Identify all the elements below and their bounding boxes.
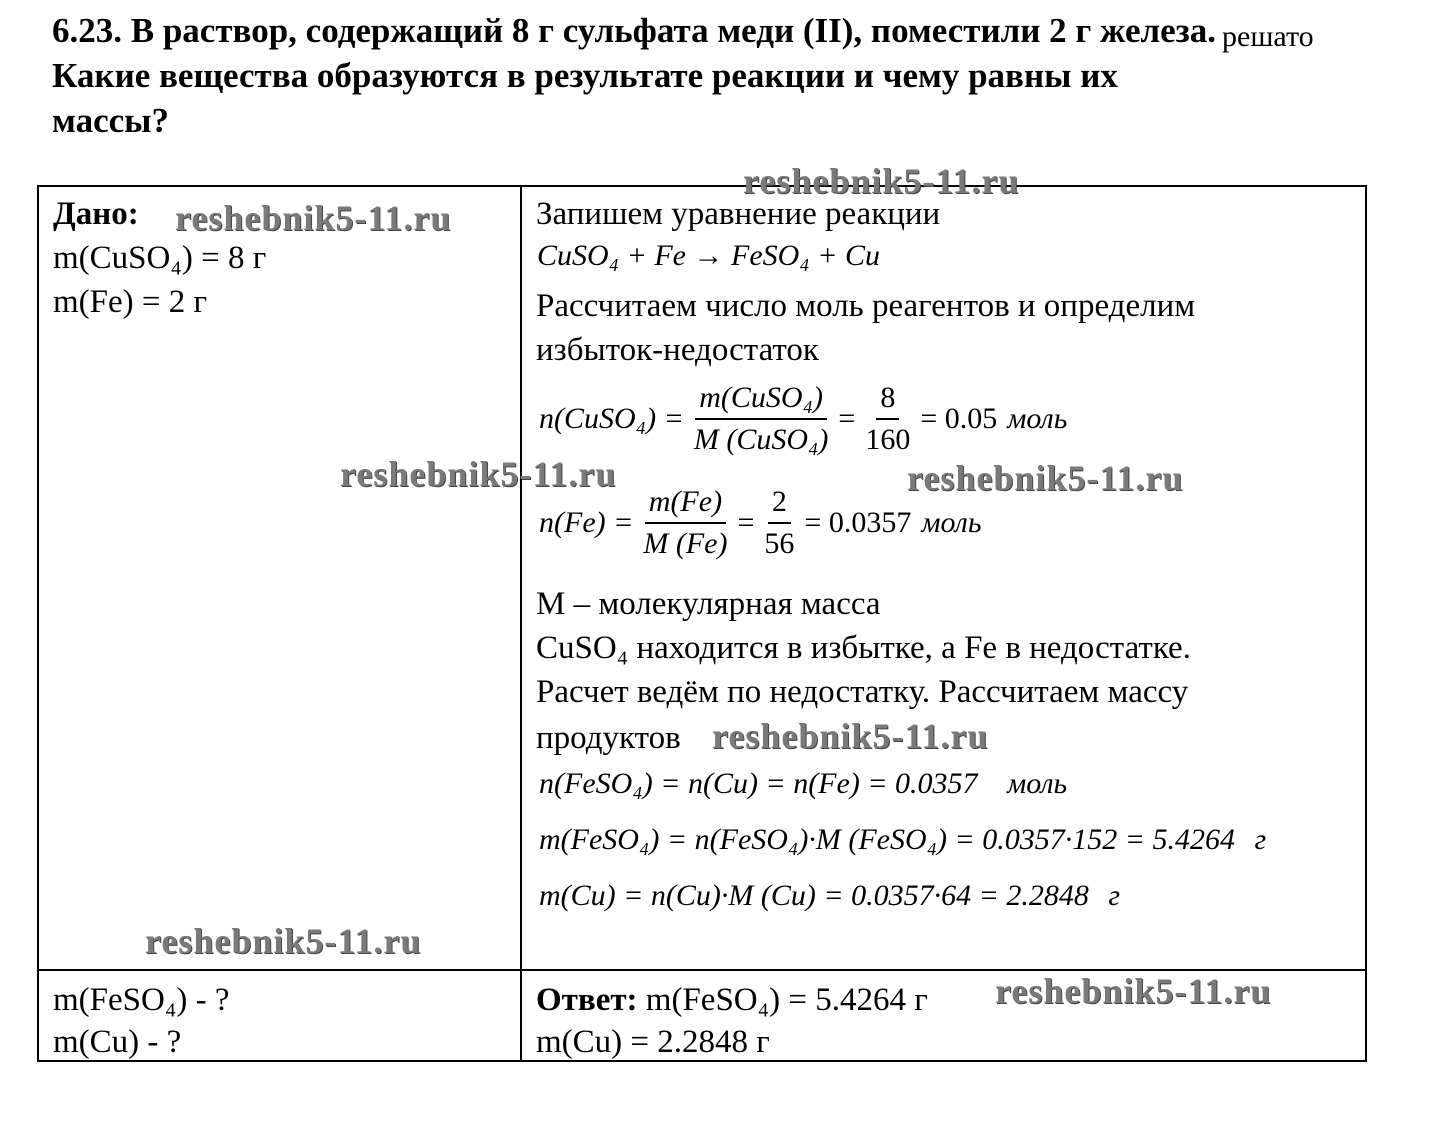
formula-n-cuso4 [539, 381, 1067, 457]
given-cuso4: m(CuSO₄) = 8 г [53, 240, 267, 276]
fraction-numerator: 8 [876, 381, 899, 420]
fraction-denominator: 160 [865, 423, 911, 456]
note-molar-mass: M – молекулярная масса [536, 586, 881, 622]
fraction-denominator: M (Fe) [643, 527, 728, 560]
formula-unit: моль [921, 506, 982, 539]
fraction-denominator: 56 [764, 527, 795, 560]
watermark: reshebnik5-11.ru [907, 458, 1184, 498]
problem-line-2: Какие вещества образуются в результате реакции и чему равны их [52, 56, 1118, 95]
watermark: reshebnik5-11.ru [145, 921, 422, 961]
calc-mass-feso4-unit: г [1254, 823, 1267, 856]
calc-mass-cu-expr: m(Cu) = n(Cu)·M (Cu) = 0.0357·64 = 2.2848 [539, 879, 1089, 912]
watermark: reshebnik5-11.ru [340, 454, 617, 494]
equals-sign: = [737, 506, 755, 539]
watermark: reshebnik5-11.ru [743, 161, 1020, 201]
solution-step2b: избыток-недостаток [536, 332, 819, 368]
formula-result: = 0.05 [920, 402, 998, 435]
formula-lhs: n(Fe) = [539, 506, 634, 539]
solution-step2a: Рассчитаем число моль реагентов и определим [536, 288, 1196, 324]
fraction-numerator: m(CuSO₄) [695, 381, 827, 420]
formula-unit: моль [1007, 402, 1068, 435]
calc-moles-unit: моль [1007, 767, 1068, 800]
given-label: Дано: [53, 196, 139, 232]
calc-moles-expr: n(FeSO₄) = n(Cu) = n(Fe) = 0.0357 [539, 767, 978, 800]
calc-moles [539, 767, 1067, 801]
watermark: reshebnik5-11.ru [712, 716, 989, 756]
fraction-denominator: M (CuSO₄) [693, 423, 829, 456]
problem-line-3: массы? [52, 101, 169, 140]
fraction-numerator: 2 [768, 485, 791, 524]
equals-sign: = [838, 402, 856, 435]
problem-line-1: 6.23. В раствор, содержащий 8 г сульфата меди (II), поместили 2 г железа. [52, 11, 1216, 50]
problem-statement [52, 8, 1372, 143]
stamp-text: решато [1222, 20, 1314, 53]
answer-label: Ответ: [536, 982, 638, 1018]
answer-feso4: m(FeSO₄) = 5.4264 г [645, 982, 928, 1018]
given-fe: m(Fe) = 2 г [53, 284, 208, 320]
solution-step1: Запишем уравнение реакции [536, 196, 941, 232]
find-feso4: m(FeSO₄) - ? [53, 982, 230, 1018]
fraction-numerator: m(Fe) [645, 485, 726, 524]
formula-result: = 0.0357 [804, 506, 912, 539]
calc-mass-cu [539, 879, 1120, 913]
formula-lhs: n(CuSO₄) = [539, 402, 684, 435]
note-calculation: Расчет ведём по недостатку. Рассчитаем массу [536, 674, 1189, 710]
calc-mass-feso4 [539, 823, 1266, 857]
calc-mass-cu-unit: г [1108, 879, 1121, 912]
fraction [639, 485, 731, 561]
column-divider [520, 187, 522, 1060]
note-excess: CuSO₄ находится в избытке, а Fe в недостатке. [536, 630, 1191, 666]
fraction [690, 381, 833, 457]
answer-line-1 [536, 977, 928, 1023]
reaction-equation: CuSO₄ + Fe → FeSO₄ + Cu [537, 239, 880, 272]
calc-mass-feso4-expr: m(FeSO₄) = n(FeSO₄)·M (FeSO₄) = 0.0357·152 = 5.4264 [539, 823, 1236, 856]
numeric-fraction [861, 381, 914, 457]
numeric-fraction [760, 485, 798, 561]
answer-cu: m(Cu) = 2.2848 г [536, 1024, 770, 1060]
watermark: reshebnik5-11.ru [175, 198, 452, 238]
watermark: reshebnik5-11.ru [995, 971, 1272, 1011]
find-cu: m(Cu) - ? [53, 1024, 182, 1060]
note-products: продуктов [536, 720, 681, 756]
